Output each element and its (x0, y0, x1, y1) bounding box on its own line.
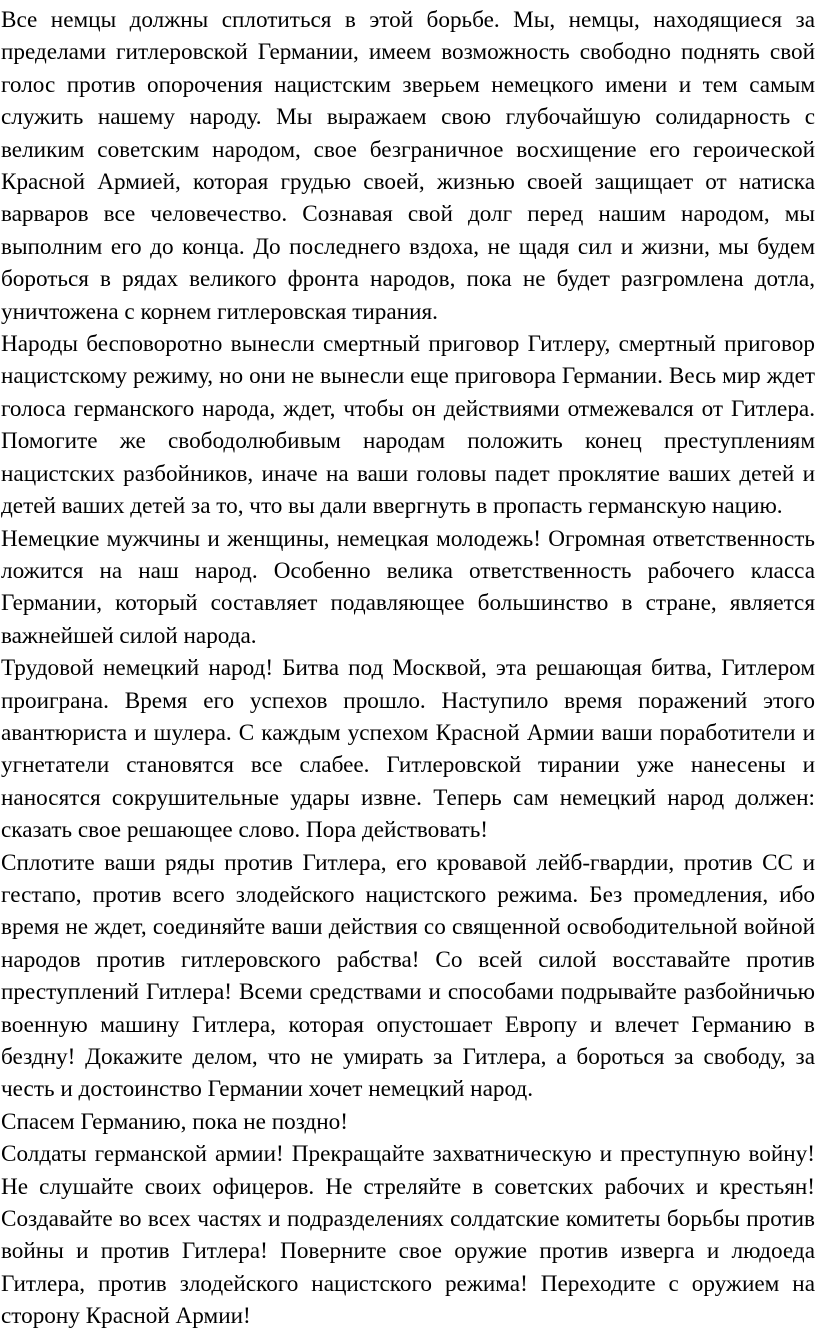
paragraph-4: Трудовой немецкий народ! Битва под Москвой, эта решающая битва, Гитлером проиграна. Время его успехов прошло. Наступило время поражений этого авантюриста и шулера. С каждым успехом Красной Армии ваши поработители и угнетатели становятся все слабее. Гитлеровской тирании уже нанесены и наносятся сокрушительные удары извне. Теперь сам немецкий народ должен: сказать свое решающее слово. Пора действовать! (1, 655, 815, 844)
paragraph-7: Солдаты германской армии! Прекращайте захватническую и преступную войну! Не слушайте своих офицеров. Не стреляйте в советских рабочих и крестьян! Создавайте во всех частях и подразделениях солдатские комитеты борьбы против войны и против Гитлера! Поверните свое оружие против изверга и людоеда Гитлера, против злодейского нацистского режима! Переходите с оружием на сторону Красной Армии! (1, 1141, 815, 1330)
paragraph-2: Народы бесповоротно вынесли смертный приговор Гитлеру, смертный приговор нацистскому режиму, но они не вынесли еще приговора Германии. Весь мир ждет голоса германского народа, ждет, чтобы он действиями отмежевался от Гитлера. Помогите же свободолюбивым народам положить конец преступлениям нацистских разбойников, иначе на ваши головы падет проклятие ваших детей и детей ваших детей за то, что вы дали ввергнуть в пропасть германскую нацию. (1, 331, 815, 520)
paragraph-3: Немецкие мужчины и женщины, немецкая молодежь! Огромная ответственность ложится на наш народ. Особенно велика ответственность рабочего класса Германии, который составляет подавляющее большинство в стране, является важнейшей силой народа. (1, 525, 815, 649)
document-body (1, 4, 815, 1333)
paragraph-5: Сплотите ваши ряды против Гитлера, его кровавой лейб-гвардии, против СС и гестапо, против всего злодейского нацистского режима. Без промедления, ибо время не ждет, соединяйте ваши действия со священной освободительной войной народов против гитлеровского рабства! Со всей силой восставайте против преступлений Гитлера! Всеми средствами и способами подрывайте разбойничью военную машину Гитлера, которая опустошает Европу и влечет Германию в бездну! Докажите делом, что не умирать за Гитлера, а бороться за свободу, за честь и достоинство Германии хочет немецкий народ. (1, 849, 815, 1103)
paragraph-1: Все немцы должны сплотиться в этой борьбе. Мы, немцы, находящиеся за пределами гитлеровской Германии, имеем возможность свободно поднять свой голос против опорочения нацистским зверьем немецкого имени и тем самым служить нашему народу. Мы выражаем свою глубочайшую солидарность с великим советским народом, свое безграничное восхищение его героической Красной Армией, которая грудью своей, жизнью своей защищает от натиска варваров все человечество. Сознавая свой долг перед нашим народом, мы выполним его до конца. До последнего вздоха, не щадя сил и жизни, мы будем бороться в рядах великого фронта народов, пока не будет разгромлена дотла, уничтожена с корнем гитлеровская тирания. (1, 7, 815, 325)
paragraph-6: Спасем Германию, пока не поздно! (1, 1108, 348, 1135)
